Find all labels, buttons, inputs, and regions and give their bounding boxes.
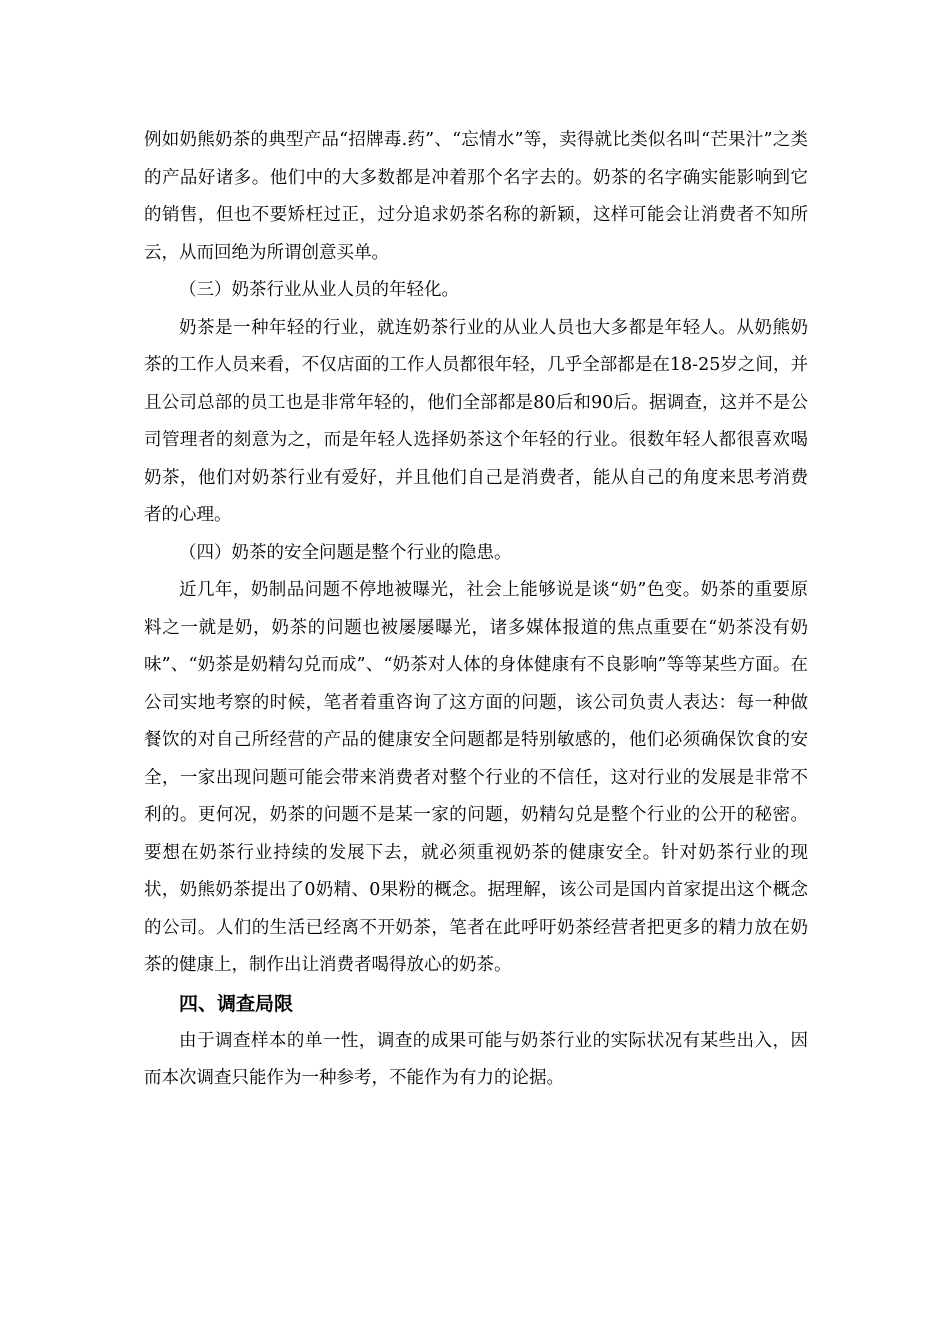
subheading-safety-issue: （四）奶茶的安全问题是整个行业的隐患。 <box>179 542 512 563</box>
paragraph-safety-issue: 近几年，奶制品问题不停地被曝光，社会上能够说是谈“奶”色变。奶茶的重要原料之一就是奶，奶茶的问题也被屡屡曝光，诸多媒体报道的焦点重要在“奶茶没有奶味”、“奶茶是奶精勾兑而成”、“奶茶对人体的身体健康有不良影响”等等某些方面。在公司实地考察的时候，笔者着重咨询了这方面的问题，该公司负责人表达：每一种做餐饮的对自己所经营的产品的健康安全问题都是特别敏感的，他们必须确保饮食的安全，一家出现问题可能会带来消费者对整个行业的不信任，这对行业的发展是非常不利的。更何况，奶茶的问题不是某一家的问题，奶精勾兑是整个行业的公开的秘密。要想在奶茶行业持续的发展下去，就必须重视奶茶的健康安全。针对奶茶行业的现状，奶熊奶茶提出了0奶精、0果粉的概念。据理解，该公司是国内首家提出这个概念的公司。人们的生活已经离不开奶茶，笔者在此呼吁奶茶经营者把更多的精力放在奶茶的健康上，制作出让消费者喝得放心的奶茶。 <box>144 580 808 975</box>
paragraph-young-workforce: 奶茶是一种年轻的行业，就连奶茶行业的从业人员也大多都是年轻人。从奶熊奶茶的工作人员来看，不仅店面的工作人员都很年轻，几乎全部都是在18-25岁之间，并且公司总部的员工也是非常年轻的，他们全部都是80后和90后。据调查，这并不是公司管理者的刻意为之，而是年轻人选择奶茶这个年轻的行业。很数年轻人都很喜欢喝奶茶，他们对奶茶行业有爱好，并且他们自己是消费者，能从自己的角度来思考消费者的心理。 <box>144 317 808 525</box>
subheading-young-workforce: （三）奶茶行业从业人员的年轻化。 <box>179 280 459 300</box>
document-body <box>144 122 808 1098</box>
paragraph-limitations: 由于调查样本的单一性，调查的成果可能与奶茶行业的实际状况有某些出入，因而本次调查只能作为一种参考，不能作为有力的论据。 <box>144 1030 808 1088</box>
section-heading-limitations: 四、调查局限 <box>179 992 294 1015</box>
paragraph-product-names: 例如奶熊奶茶的典型产品“招牌毒.药”、“忘情水”等，卖得就比类似名叫“芒果汁”之类的产品好诸多。他们中的大多数都是冲着那个名字去的。奶茶的名字确实能影响到它的销售，但也不要矫枉过正，过分追求奶茶名称的新颖，这样可能会让消费者不知所云，从而回绝为所谓创意买单。 <box>144 130 808 263</box>
